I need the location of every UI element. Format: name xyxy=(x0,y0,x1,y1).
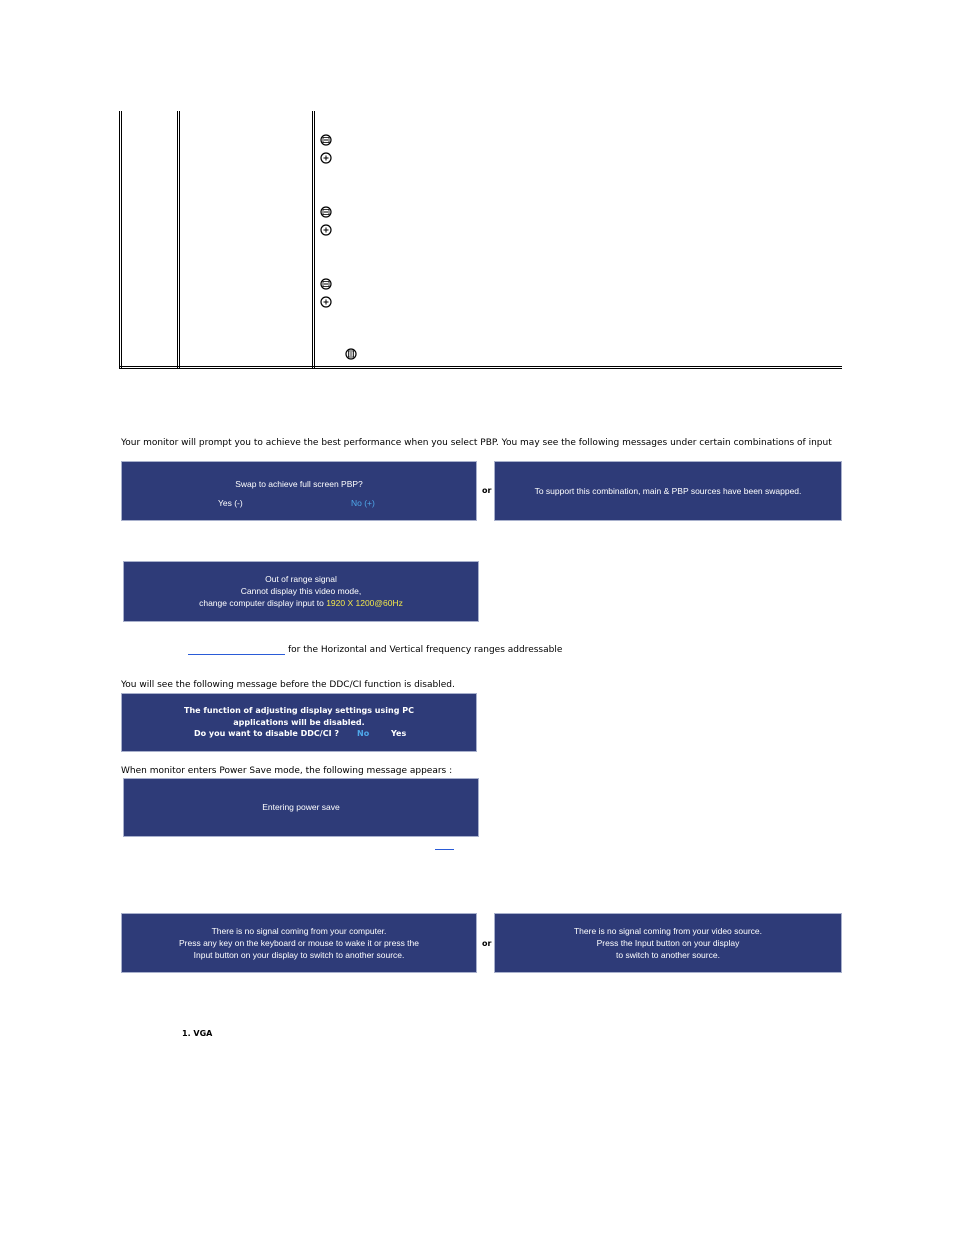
or-label: or xyxy=(482,486,492,495)
out-of-range-line2: Cannot display this video mode, xyxy=(240,586,362,596)
no-signal-computer-message xyxy=(121,913,477,973)
frequency-range-text: for the Horizontal and Vertical frequency ranges addressable xyxy=(288,645,563,655)
ddc-yes-option: Yes xyxy=(391,729,407,738)
out-of-range-line3 xyxy=(124,597,478,609)
no-signal-computer-line1: There is no signal coming from your computer. xyxy=(211,926,387,936)
ddc-dialog-line1: The function of adjusting display settings using PC xyxy=(184,706,414,715)
out-of-range-line3-prefix: change computer display input to xyxy=(199,598,327,608)
vga-heading: 1. VGA xyxy=(182,1029,213,1038)
minus-button-icon xyxy=(320,278,332,290)
swap-yes-option: Yes (-) xyxy=(218,498,243,508)
or-label: or xyxy=(482,939,492,948)
recommended-resolution: 1920 X 1200@60Hz xyxy=(326,598,403,608)
no-signal-video-message xyxy=(494,913,842,973)
power-save-message xyxy=(123,778,479,837)
menu-button-icon xyxy=(345,348,357,360)
specifications-link[interactable] xyxy=(188,654,285,655)
power-save-text: Entering power save xyxy=(262,802,340,812)
minus-button-icon xyxy=(320,134,332,146)
out-of-range-message xyxy=(123,561,479,622)
no-signal-video-line3: to switch to another source. xyxy=(616,950,720,960)
no-signal-video-line1: There is no signal coming from your video source. xyxy=(573,926,763,936)
swap-dialog xyxy=(121,461,477,521)
out-of-range-title: Out of range signal xyxy=(265,574,337,584)
ddc-no-option: No xyxy=(357,729,370,738)
swap-no-option: No (+) xyxy=(351,498,375,508)
sources-swapped-message xyxy=(494,461,842,521)
ddc-dialog-line2: applications will be disabled. xyxy=(233,718,365,727)
minus-button-icon xyxy=(320,206,332,218)
pbp-intro-text: Your monitor will prompt you to achieve the best performance when you select PBP. You may see the following messages under certain combinations of input xyxy=(121,438,832,448)
power-management-link[interactable] xyxy=(435,849,454,850)
no-signal-video-line2: Press the Input button on your display xyxy=(596,938,740,948)
power-save-intro-text: When monitor enters Power Save mode, the following message appears : xyxy=(121,766,453,776)
ddc-intro-text: You will see the following message before the DDC/CI function is disabled. xyxy=(121,680,455,690)
swap-dialog-title: Swap to achieve full screen PBP? xyxy=(235,479,363,489)
plus-button-icon xyxy=(320,152,332,164)
plus-button-icon xyxy=(320,224,332,236)
ddc-ci-dialog xyxy=(121,693,477,752)
ddc-dialog-question: Do you want to disable DDC/CI ? xyxy=(194,729,339,738)
sources-swapped-text: To support this combination, main & PBP sources have been swapped. xyxy=(534,486,802,496)
no-signal-computer-line3: Input button on your display to switch to another source. xyxy=(193,950,405,960)
plus-button-icon xyxy=(320,296,332,308)
no-signal-computer-line2: Press any key on the keyboard or mouse to wake it or press the xyxy=(178,938,419,948)
